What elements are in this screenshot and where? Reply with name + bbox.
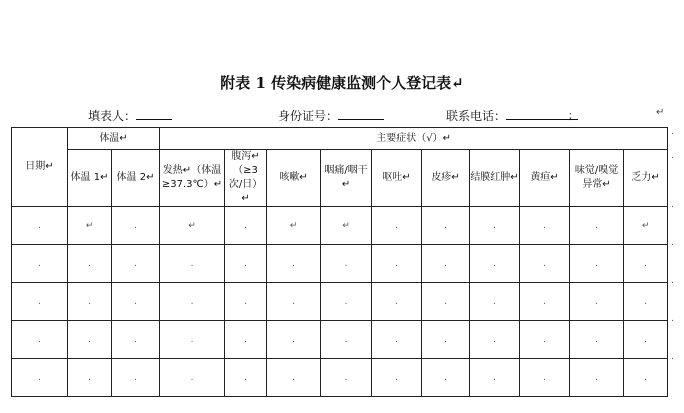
cell-mark: . bbox=[644, 258, 648, 269]
cell-mark: ↵ bbox=[641, 220, 650, 231]
temperature-1-header: 体温 1↵ bbox=[68, 150, 112, 207]
table-cell[interactable] bbox=[570, 207, 624, 245]
table-cell[interactable] bbox=[520, 207, 570, 245]
cell-mark: ↵ bbox=[289, 220, 298, 231]
cell-mark: . bbox=[38, 296, 41, 307]
cell-mark: . bbox=[444, 258, 447, 269]
table-cell[interactable] bbox=[225, 245, 267, 283]
symptom-header-fatigue: 乏力↵ bbox=[624, 150, 668, 207]
cell-mark: . bbox=[88, 258, 91, 269]
table-cell[interactable] bbox=[12, 245, 68, 283]
cell-mark: . bbox=[444, 296, 447, 307]
cell-mark: . bbox=[244, 258, 247, 269]
table-cell[interactable] bbox=[68, 283, 112, 321]
cell-mark: . bbox=[444, 220, 447, 231]
symptom-header-jaundice: 黄疸↵ bbox=[520, 150, 570, 207]
cell-mark: . bbox=[595, 334, 598, 345]
table-cell[interactable] bbox=[112, 283, 160, 321]
row-end-mark: . bbox=[671, 276, 674, 286]
table-cell[interactable] bbox=[225, 359, 267, 397]
cell-mark: . bbox=[292, 334, 295, 345]
cell-mark: . bbox=[543, 258, 546, 269]
cell-mark: . bbox=[88, 334, 91, 345]
cell-mark: . bbox=[644, 372, 648, 383]
cell-mark: . bbox=[244, 296, 247, 307]
table-cell[interactable] bbox=[225, 207, 267, 245]
cell-mark: . bbox=[444, 372, 447, 383]
cell-mark: . bbox=[493, 220, 496, 231]
cell-mark: . bbox=[134, 372, 137, 383]
table-cell[interactable] bbox=[422, 321, 470, 359]
cell-mark: . bbox=[244, 372, 247, 383]
symptom-header-diarrhea: 腹泻↵（≥3 次/日）↵ bbox=[225, 150, 267, 207]
header-row-1 bbox=[12, 128, 668, 150]
table-cell[interactable] bbox=[267, 283, 321, 321]
cell-mark: . bbox=[543, 372, 546, 383]
cell-mark: . bbox=[88, 296, 91, 307]
table-cell[interactable] bbox=[267, 359, 321, 397]
id-number-label: 身份证号： bbox=[278, 109, 339, 123]
table-cell[interactable] bbox=[160, 245, 225, 283]
table-cell[interactable] bbox=[624, 245, 668, 283]
cell-mark: ↵ bbox=[188, 220, 196, 231]
cell-mark: . bbox=[134, 334, 137, 345]
cell-mark: . bbox=[493, 258, 496, 269]
cell-mark: . bbox=[190, 372, 194, 383]
cell-mark: . bbox=[543, 296, 546, 307]
table-cell[interactable] bbox=[12, 283, 68, 321]
cell-mark: . bbox=[395, 334, 398, 345]
table-cell[interactable] bbox=[372, 359, 422, 397]
cell-mark: . bbox=[38, 334, 41, 345]
cell-mark: . bbox=[190, 296, 194, 307]
table-cell[interactable] bbox=[12, 321, 68, 359]
cell-mark: . bbox=[595, 296, 598, 307]
cell-mark: . bbox=[38, 220, 41, 231]
row-end-mark: . bbox=[671, 314, 674, 324]
cell-mark: . bbox=[134, 296, 137, 307]
cell-mark: . bbox=[344, 296, 348, 307]
form-title: 附表 1 传染病健康监测个人登记表↵ bbox=[220, 74, 464, 92]
row-end-mark: . bbox=[671, 127, 674, 137]
id-number-blank[interactable] bbox=[338, 107, 384, 120]
symptom-header-fever: 发热↵（体温≥37.3℃）↵ bbox=[160, 150, 225, 207]
symptom-header-taste-smell: 味觉/嗅觉异常↵ bbox=[570, 150, 624, 207]
symptom-header-vomiting: 呕吐↵ bbox=[372, 150, 422, 207]
table-row bbox=[12, 245, 668, 283]
table-row bbox=[12, 283, 668, 321]
cell-mark: . bbox=[644, 334, 648, 345]
cell-mark: . bbox=[493, 334, 496, 345]
cell-mark: . bbox=[190, 334, 194, 345]
cell-mark: . bbox=[38, 372, 41, 383]
table-row bbox=[12, 359, 668, 397]
temperature-group-header: 体温↵ bbox=[68, 128, 160, 150]
table-cell[interactable] bbox=[68, 359, 112, 397]
table-cell[interactable] bbox=[372, 321, 422, 359]
table-cell[interactable] bbox=[321, 245, 372, 283]
cell-mark: . bbox=[395, 258, 398, 269]
row-end-mark: . bbox=[671, 238, 674, 248]
filler-blank[interactable] bbox=[136, 107, 172, 120]
cell-mark: . bbox=[543, 220, 546, 231]
table-cell[interactable] bbox=[321, 283, 372, 321]
health-monitoring-table bbox=[11, 127, 668, 397]
symptom-header-conjunctivitis: 结膜红肿↵ bbox=[470, 150, 520, 207]
row-end-mark: . bbox=[671, 200, 674, 210]
table-cell[interactable] bbox=[422, 245, 470, 283]
line-end-mark: ↵ bbox=[656, 107, 665, 118]
table-cell[interactable] bbox=[160, 207, 225, 245]
table-cell[interactable] bbox=[520, 359, 570, 397]
table-cell[interactable] bbox=[12, 359, 68, 397]
cell-mark: . bbox=[595, 220, 598, 231]
cell-mark: . bbox=[244, 334, 247, 345]
cell-mark: . bbox=[493, 296, 496, 307]
table-cell[interactable] bbox=[112, 207, 160, 245]
cell-mark: . bbox=[190, 258, 194, 269]
table-cell[interactable] bbox=[68, 321, 112, 359]
cell-mark: . bbox=[38, 258, 41, 269]
cell-mark: . bbox=[244, 220, 247, 231]
table-cell[interactable] bbox=[570, 245, 624, 283]
filler-field bbox=[88, 107, 172, 124]
table-cell[interactable] bbox=[321, 321, 372, 359]
symptom-header-cough: 咳嗽↵ bbox=[267, 150, 321, 207]
table-cell[interactable] bbox=[470, 359, 520, 397]
cell-mark: . bbox=[395, 296, 398, 307]
phone-label: 联系电话： bbox=[446, 109, 507, 123]
date-header: 日期↵ bbox=[12, 128, 68, 207]
filler-label: 填表人： bbox=[88, 109, 137, 123]
cell-mark: ↵ bbox=[85, 220, 94, 231]
table-cell[interactable] bbox=[321, 359, 372, 397]
cell-mark: . bbox=[292, 296, 295, 307]
table-cell[interactable] bbox=[624, 283, 668, 321]
cell-mark: . bbox=[344, 258, 348, 269]
table-cell[interactable] bbox=[624, 359, 668, 397]
table-cell[interactable] bbox=[112, 245, 160, 283]
cell-mark: . bbox=[88, 372, 91, 383]
table-cell[interactable] bbox=[112, 321, 160, 359]
cell-mark: . bbox=[493, 372, 496, 383]
table-cell[interactable] bbox=[422, 283, 470, 321]
cell-mark: . bbox=[444, 334, 447, 345]
table-cell[interactable] bbox=[470, 245, 520, 283]
table-cell[interactable] bbox=[267, 321, 321, 359]
table-cell[interactable] bbox=[160, 359, 225, 397]
table-cell[interactable] bbox=[68, 245, 112, 283]
phone-separator: ； bbox=[568, 111, 579, 122]
cell-mark: . bbox=[395, 372, 398, 383]
table-row bbox=[12, 207, 668, 245]
table-row bbox=[12, 321, 668, 359]
symptoms-group-header: 主要症状（√）↵ bbox=[160, 128, 668, 150]
cell-mark: . bbox=[344, 372, 348, 383]
table-cell[interactable] bbox=[520, 245, 570, 283]
cell-mark: . bbox=[543, 334, 546, 345]
table-cell[interactable] bbox=[267, 207, 321, 245]
table-cell[interactable] bbox=[570, 283, 624, 321]
table-cell[interactable] bbox=[624, 321, 668, 359]
table-cell[interactable] bbox=[470, 321, 520, 359]
cell-mark: . bbox=[134, 258, 137, 269]
phone-field bbox=[446, 107, 578, 124]
table-cell[interactable] bbox=[624, 207, 668, 245]
symptom-header-sore-throat: 咽痛/咽干↵ bbox=[321, 150, 372, 207]
cell-mark: . bbox=[292, 258, 295, 269]
symptom-header-rash: 皮疹↵ bbox=[422, 150, 470, 207]
table-cell[interactable] bbox=[12, 207, 68, 245]
row-end-mark: . bbox=[671, 352, 674, 362]
table-cell[interactable] bbox=[570, 321, 624, 359]
table-cell[interactable] bbox=[470, 207, 520, 245]
cell-mark: . bbox=[644, 296, 648, 307]
table-cell[interactable] bbox=[422, 359, 470, 397]
cell-mark: . bbox=[595, 372, 598, 383]
cell-mark: . bbox=[134, 220, 137, 231]
table-cell[interactable] bbox=[112, 359, 160, 397]
cell-mark: . bbox=[344, 334, 348, 345]
table-cell[interactable] bbox=[520, 321, 570, 359]
table-cell[interactable] bbox=[68, 207, 112, 245]
row-end-mark: . bbox=[671, 151, 674, 161]
cell-mark: ↵ bbox=[342, 220, 350, 231]
phone-blank[interactable] bbox=[506, 107, 578, 120]
table-cell[interactable] bbox=[372, 245, 422, 283]
cell-mark: . bbox=[395, 220, 398, 231]
table-cell[interactable] bbox=[422, 207, 470, 245]
cell-mark: . bbox=[292, 372, 295, 383]
table-cell[interactable] bbox=[321, 207, 372, 245]
table-cell[interactable] bbox=[160, 283, 225, 321]
table-cell[interactable] bbox=[520, 283, 570, 321]
table-cell[interactable] bbox=[372, 207, 422, 245]
id-number-field bbox=[278, 107, 384, 124]
table-cell[interactable] bbox=[160, 321, 225, 359]
table-cell[interactable] bbox=[372, 283, 422, 321]
table-cell[interactable] bbox=[470, 283, 520, 321]
table-cell[interactable] bbox=[225, 321, 267, 359]
cell-mark: . bbox=[595, 258, 598, 269]
header-row-2 bbox=[12, 150, 668, 207]
table-cell[interactable] bbox=[570, 359, 624, 397]
table-cell[interactable] bbox=[267, 245, 321, 283]
temperature-2-header: 体温 2↵ bbox=[112, 150, 160, 207]
table-cell[interactable] bbox=[225, 283, 267, 321]
